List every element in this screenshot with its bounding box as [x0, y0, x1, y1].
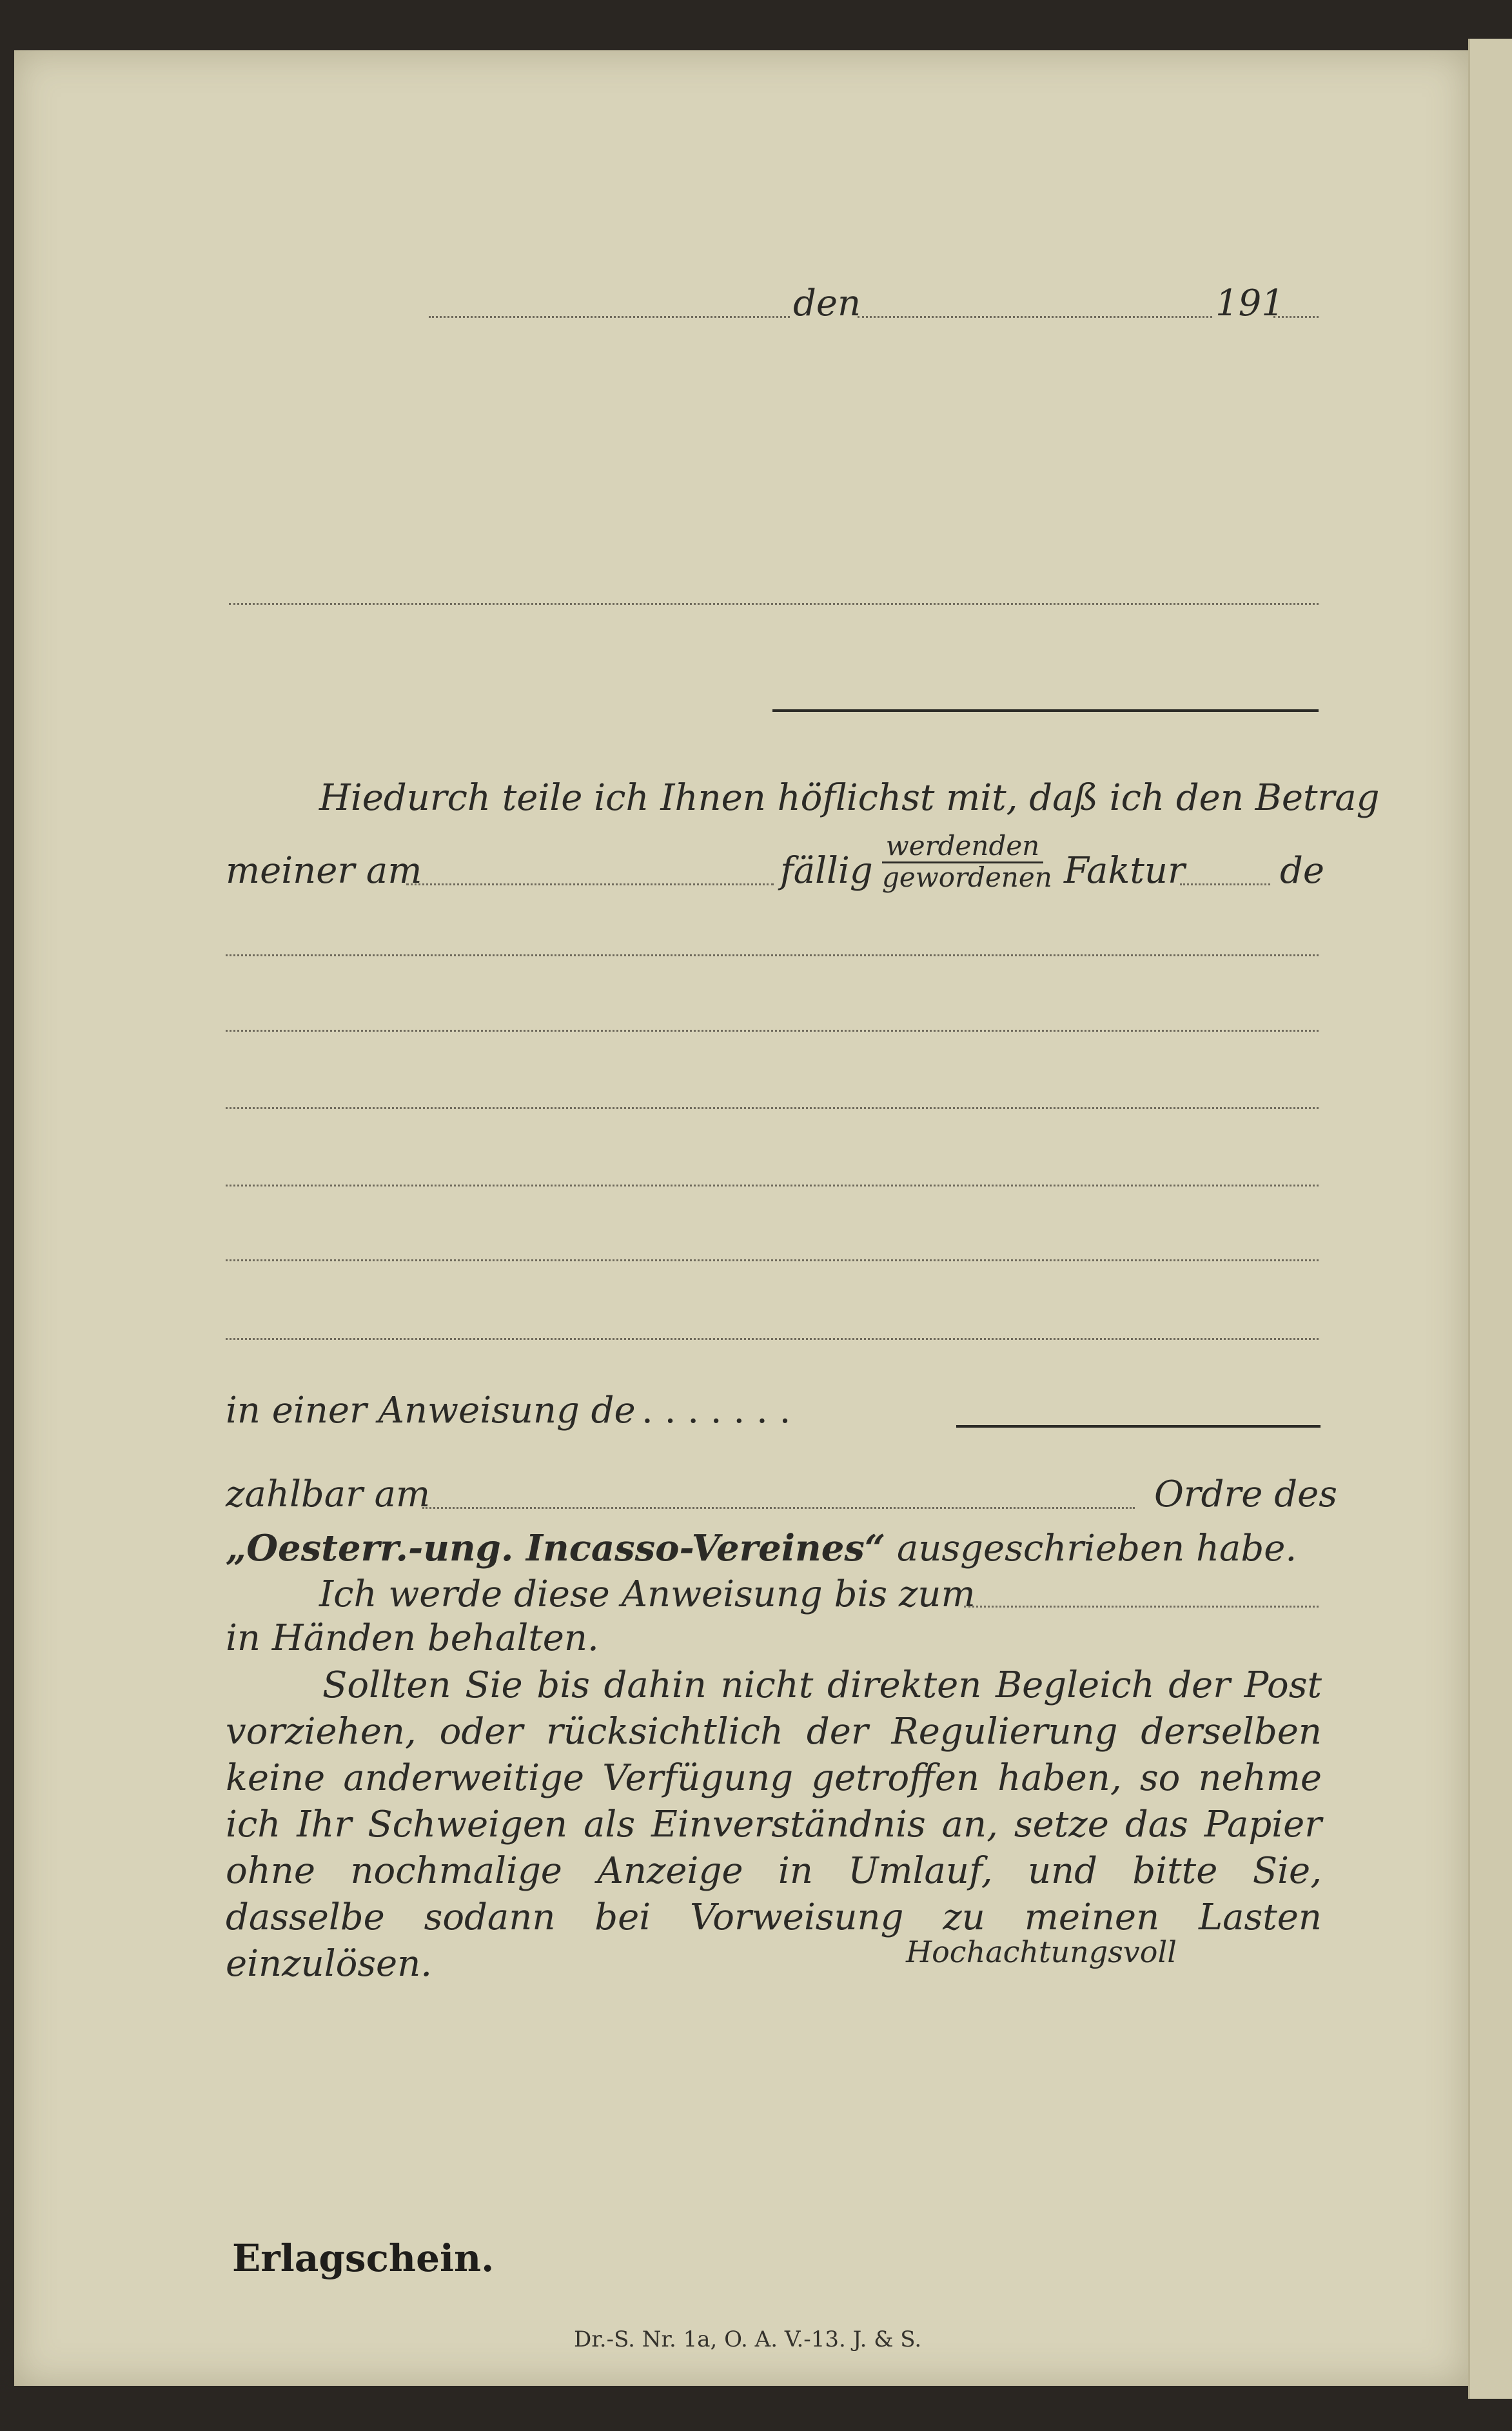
hold-until-field[interactable]: [964, 1606, 1319, 1608]
intro-line: Hiedurch teile ich Ihnen höflichst mit, daß ich den Betrag: [319, 777, 1380, 819]
year-label: 191: [1215, 282, 1284, 324]
verein-name: „Oesterr.-ung. Incasso-Vereines“: [226, 1527, 886, 1570]
printer-mark: Dr.-S. Nr. 1a, O. A. V.-13. J. & S.: [574, 2327, 922, 2352]
faktur-label: Faktur: [1064, 850, 1185, 892]
werde-line: Ich werde diese Anweisung bis zum: [319, 1573, 976, 1615]
payable-date-field[interactable]: [422, 1507, 1135, 1509]
de-label: de: [1280, 850, 1324, 892]
verein-line: [226, 1527, 1297, 1570]
date-field[interactable]: [858, 316, 1212, 318]
blank-line-5[interactable]: [226, 1259, 1319, 1261]
terms-text: Sollten Sie bis dahin nicht direkten Begleich der Post vorziehen, oder rücksichtlich der Regulierung derselben keine anderweitige Verfügung getroffen haben, so nehme ich Ihr Schweigen als Einverständnis an, setze das Papier ohne nochmalige Anzeige in Umlauf, und bitte Sie, dasselbe sodann bei Vorweisung zu meinen Lasten einzulösen.: [226, 1664, 1322, 1985]
blank-line-1[interactable]: [226, 954, 1319, 956]
invoice-field[interactable]: [1180, 883, 1270, 885]
anweisung-label: in einer Anweisung de: [226, 1390, 636, 1432]
werdenden-option: werdenden: [882, 832, 1043, 863]
ordre-des-label: Ordre des: [1154, 1473, 1337, 1515]
den-label: den: [793, 282, 861, 324]
form-title: Erlagschein.: [232, 2236, 495, 2280]
faellig-label: fällig: [780, 850, 873, 892]
werdenden-gewordenen-choice: [882, 830, 1052, 894]
haenden-line: in Händen behalten.: [226, 1617, 599, 1659]
year-field[interactable]: [1273, 316, 1319, 318]
anweisung-underline[interactable]: [956, 1425, 1321, 1428]
anweisung-dots: . . . . . . .: [642, 1390, 791, 1432]
addressee-field[interactable]: [229, 603, 1319, 605]
blank-line-4[interactable]: [226, 1185, 1319, 1186]
blank-line-2[interactable]: [226, 1030, 1319, 1032]
closing-text: Hochachtungsvoll: [906, 1934, 1177, 1969]
blank-line-3[interactable]: [226, 1107, 1319, 1109]
form-page: [14, 50, 1468, 2386]
page-spine: [1468, 39, 1512, 2399]
meiner-am-label: meiner am: [226, 850, 422, 892]
addressee-underline: [772, 709, 1319, 712]
place-field[interactable]: [429, 316, 790, 318]
blank-line-6[interactable]: [226, 1338, 1319, 1340]
zahlbar-am-label: zahlbar am: [226, 1473, 431, 1515]
due-date-field[interactable]: [406, 883, 774, 885]
ausgeschrieben-text: ausgeschrieben habe.: [896, 1528, 1297, 1570]
gewordenen-option: gewordenen: [882, 861, 1052, 894]
